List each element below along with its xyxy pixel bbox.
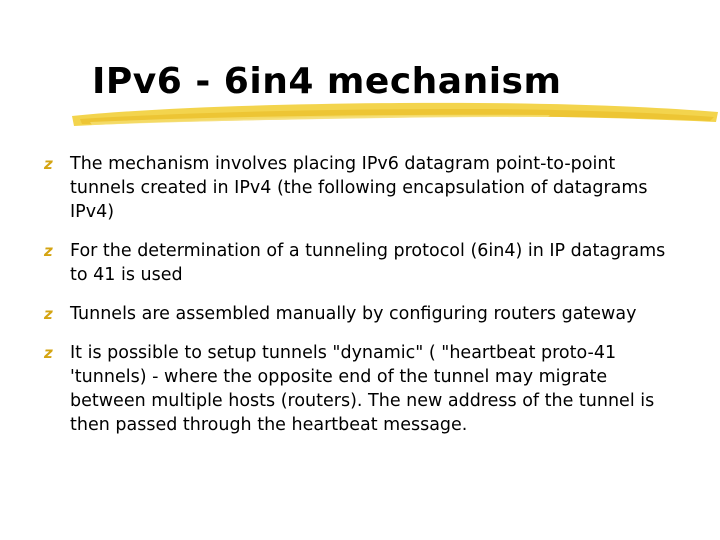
bullet-marker-icon: z — [44, 155, 53, 173]
bullet-text: It is possible to setup tunnels "dynamic" ( "heartbeat proto-41 'tunnels) - where the opposite end of the tunnel may migrate between multiple hosts (routers). The new address of the tunnel is then passed through the heartbeat message. — [70, 343, 655, 435]
slide-title: IPv6 - 6in4 mechanism — [92, 61, 562, 102]
title-brush-underline — [70, 100, 720, 134]
bullet-text: The mechanism involves placing IPv6 datagram point-to-point tunnels created in IPv4 (the following encapsulation of datagrams IPv4) — [70, 154, 648, 222]
bullet-text: Tunnels are assembled manually by configuring routers gateway — [70, 304, 637, 324]
bullet-marker-icon: z — [44, 242, 53, 260]
bullet-marker-icon: z — [44, 344, 53, 362]
bullet-text: For the determination of a tunneling protocol (6in4) in IP datagrams to 41 is used — [70, 241, 666, 285]
bullet-item — [44, 239, 684, 287]
bullet-item — [44, 341, 684, 437]
bullet-item — [44, 302, 684, 326]
bullet-list — [44, 152, 684, 452]
bullet-item — [44, 152, 684, 224]
bullet-marker-icon: z — [44, 305, 53, 323]
